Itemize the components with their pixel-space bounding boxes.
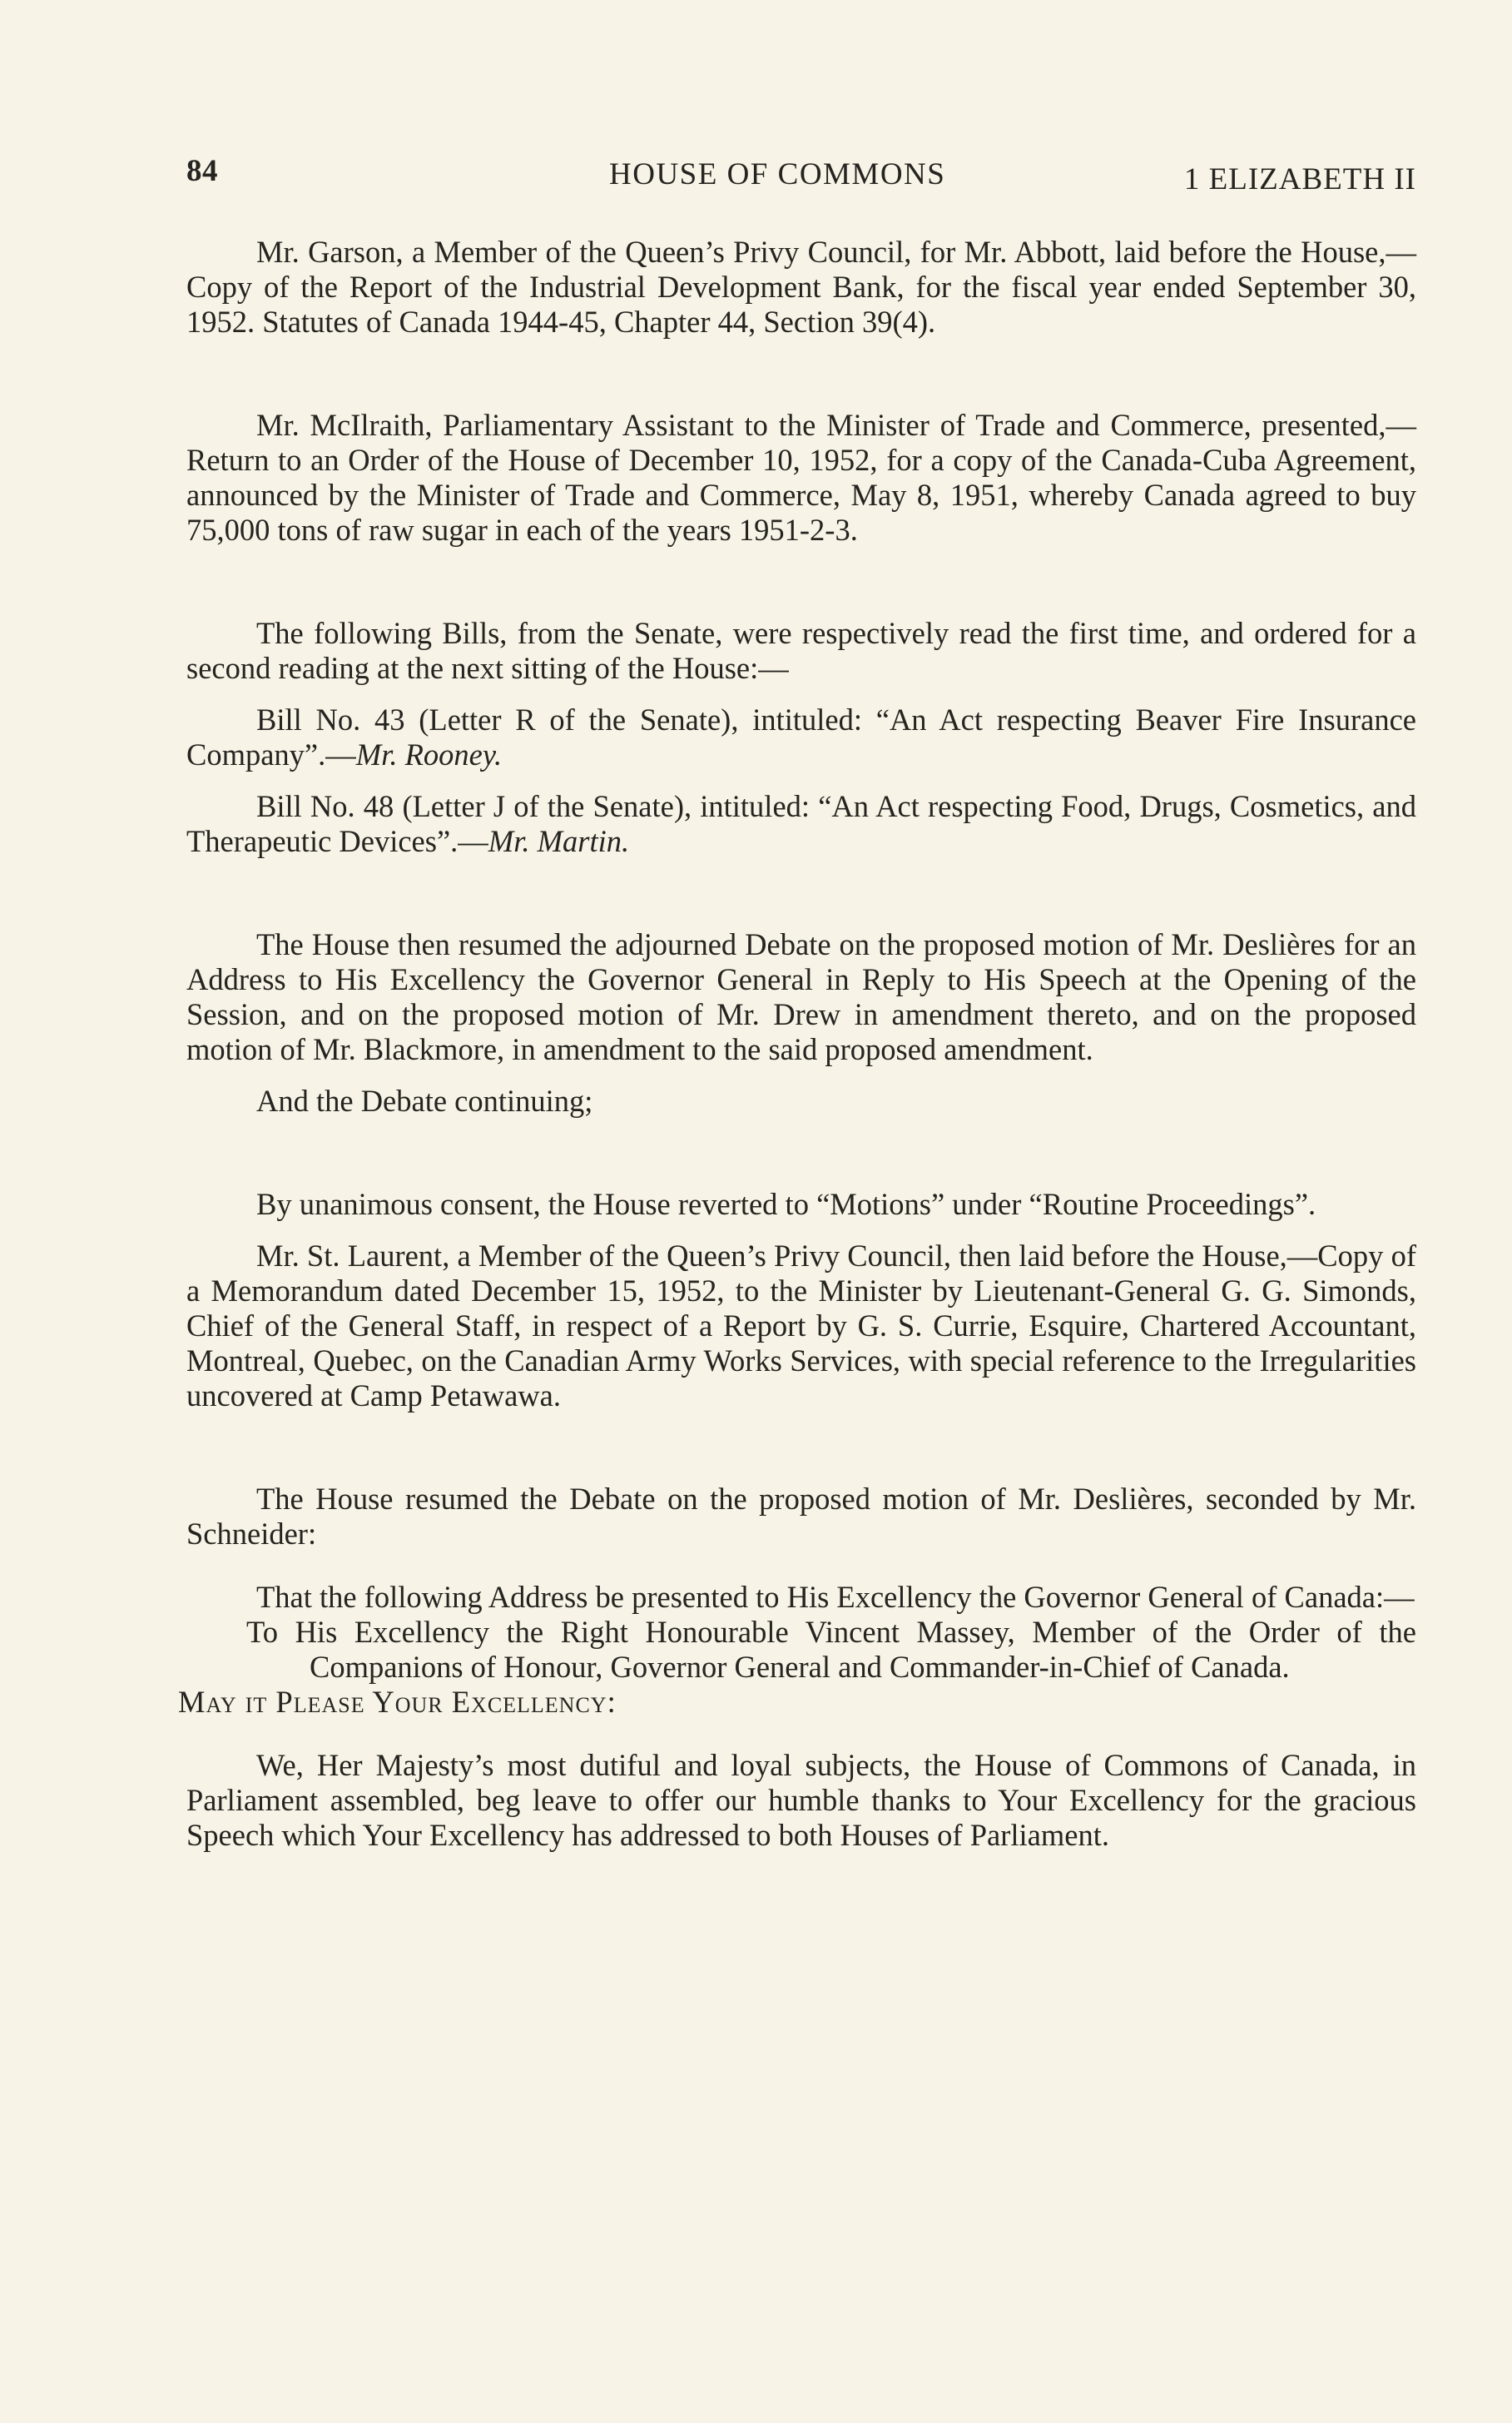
paragraph-address-text: We, Her Majesty’s most dutiful and loyal subjects, the House of Commons of Canada, in Parliament assembled, beg leave to offer our humble thanks to Your Excellency for the gracious Speech which Your Excellency has addressed to both Houses of Parliament.	[186, 1748, 1416, 1852]
bill-43-entry	[176, 703, 1416, 772]
address-salutation: To His Excellency the Right Honourable Vincent Massey, Member of the Order of the Companions of Honour, Governor General and Commander-in-Chief of Canada.	[246, 1615, 1416, 1684]
journal-body	[176, 235, 1416, 1853]
regnal-year: 1 ELIZABETH II	[1183, 162, 1416, 196]
paragraph-senate-bills: The following Bills, from the Senate, were respectively read the first time, and ordered for a second reading at the next sitting of the House:—	[186, 616, 1416, 685]
paragraph-debate-continuing: And the Debate continuing;	[256, 1084, 593, 1118]
header-title: HOUSE OF COMMONS	[609, 157, 946, 191]
bill-43-member: Mr. Rooney.	[355, 737, 503, 772]
address-opening: May it Please Your Excellency:	[178, 1685, 617, 1719]
bill-48-member: Mr. Martin.	[488, 824, 630, 858]
paragraph-garson-report: Mr. Garson, a Member of the Queen’s Privy Council, for Mr. Abbott, laid before the House,—Copy of the Report of the Industrial Development Bank, for the fiscal year ended September 30, 1952. Statutes of Canada 1944-45, Chapter 44, Section 39(4).	[186, 235, 1416, 339]
paragraph-house-resumed-debate: The House resumed the Debate on the proposed motion of Mr. Deslières, seconded by Mr. Schneider:	[186, 1482, 1416, 1551]
bill-43-text: Bill No. 43 (Letter R of the Senate), intituled: “An Act respecting Beaver Fire Insurance Company”.—	[186, 703, 1416, 772]
paragraph-address-motion: That the following Address be presented to His Excellency the Governor General of Canada:—	[256, 1580, 1415, 1614]
bill-48-entry	[176, 789, 1416, 859]
page-number: 84	[186, 154, 218, 188]
page	[176, 150, 1416, 1853]
bill-48-text: Bill No. 48 (Letter J of the Senate), intituled: “An Act respecting Food, Drugs, Cosmetics, and Therapeutic Devices”.—	[186, 789, 1416, 858]
paragraph-resumed-debate: The House then resumed the adjourned Debate on the proposed motion of Mr. Deslières for an Address to His Excellency the Governor General in Reply to His Speech at the Opening of the Session, and on the proposed motion of Mr. Drew in amendment thereto, and on the proposed motion of Mr. Blackmore, in amendment to the said proposed amendment.	[186, 927, 1416, 1066]
paragraph-unanimous-consent: By unanimous consent, the House reverted to “Motions” under “Routine Proceedings”.	[256, 1187, 1316, 1221]
running-header	[176, 150, 1416, 200]
paragraph-st-laurent-memorandum: Mr. St. Laurent, a Member of the Queen’s Privy Council, then laid before the House,—Copy of a Memorandum dated December 15, 1952, to the Minister by Lieutenant-General G. G. Simonds, Chief of the General Staff, in respect of a Report by G. S. Currie, Esquire, Chartered Accountant, Montreal, Quebec, on the Canadian Army Works Services, with special reference to the Irregularities uncovered at Camp Petawawa.	[186, 1239, 1416, 1413]
paragraph-mcilraith-return: Mr. McIlraith, Parliamentary Assistant to the Minister of Trade and Commerce, presented,—Return to an Order of the House of December 10, 1952, for a copy of the Canada-Cuba Agreement, announced by the Minister of Trade and Commerce, May 8, 1951, whereby Canada agreed to buy 75,000 tons of raw sugar in each of the years 1951-2-3.	[186, 408, 1416, 547]
